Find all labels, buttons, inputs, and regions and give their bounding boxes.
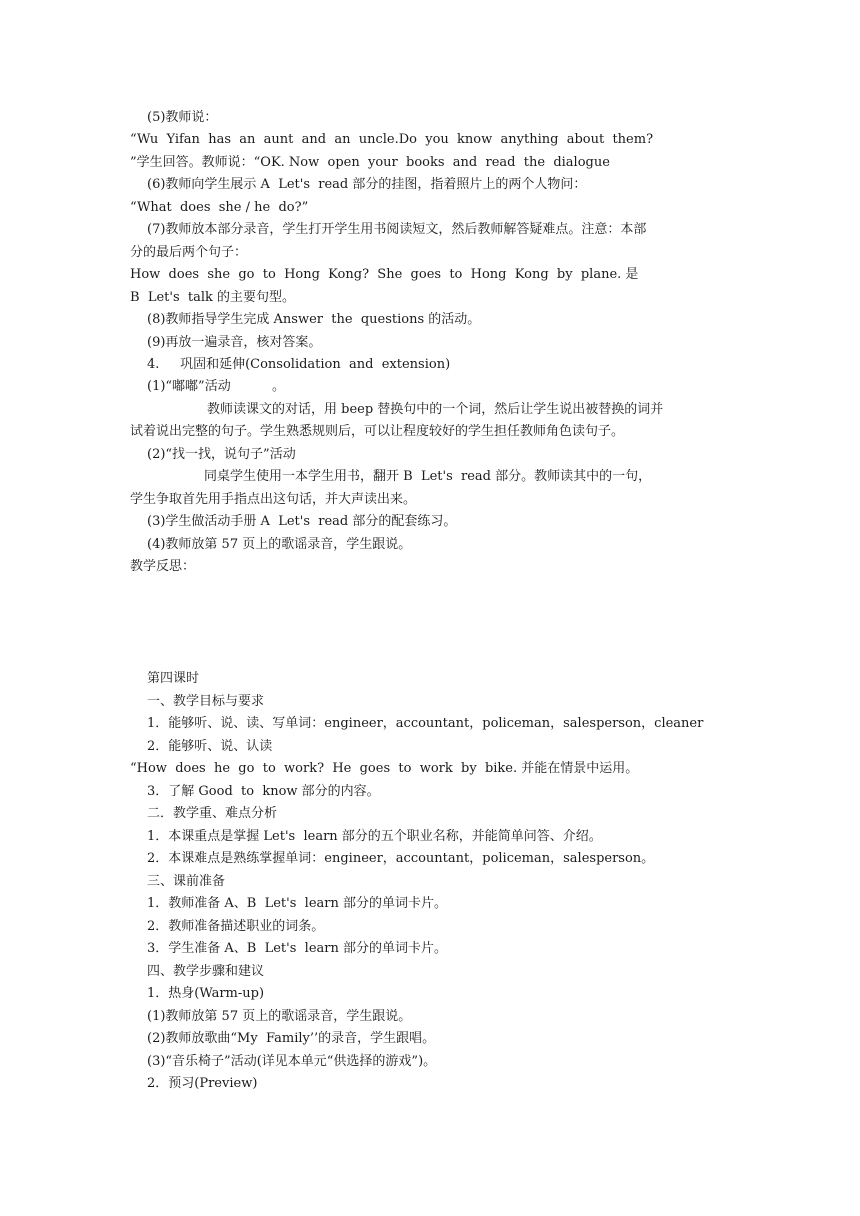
section-heading: 一、教学目标与要求: [147, 694, 265, 709]
text-line: (9)再放一遍录音，核对答案。: [147, 335, 322, 350]
text-line: (1)“嘟嘟”活动 。: [147, 379, 286, 394]
text-line: 2．能够听、说、认读: [147, 739, 273, 754]
text-line: 3．了解 Good to know 部分的内容。: [147, 784, 380, 799]
text-line: (6)教师向学生展示 A Let's read 部分的挂图，指着照片上的两个人物问：: [147, 177, 587, 192]
text-line: 分的最后两个句子：: [130, 245, 248, 260]
text-line: 同桌学生使用一本学生用书，翻开 B Let's read 部分。教师读其中的一句，: [204, 469, 652, 484]
text-line: (3)学生做活动手册 A Let's read 部分的配套练习。: [147, 514, 457, 529]
text-line: B Let's talk 的主要句型。: [130, 290, 296, 305]
text-line: 1．能够听、说、读、写单词：engineer，accountant，policeman，salesperson，cleaner: [147, 716, 704, 731]
text-line: (5)教师说：: [147, 110, 218, 125]
text-line: 1．热身(Warm-up): [147, 986, 265, 1001]
text-line: ”学生回答。教师说：“OK. Now open your books and read the dialogue: [130, 155, 610, 170]
section-heading: 4. 巩固和延伸(Consolidation and extension): [147, 357, 451, 372]
text-line: 3．学生准备 A、B Let's learn 部分的单词卡片。: [147, 941, 447, 956]
text-line: (7)教师放本部分录音，学生打开学生用书阅读短文，然后教师解答疑难点。注意：本部: [147, 222, 647, 237]
text-line: (8)教师指导学生完成 Answer the questions 的活动。: [147, 312, 481, 327]
text-line: (2)教师放歌曲“My Family’’的录音，学生跟唱。: [147, 1031, 436, 1046]
section-heading: 四、教学步骤和建议: [147, 964, 265, 979]
text-line: (1)教师放第 57 页上的歌谣录音，学生跟说。: [147, 1009, 412, 1024]
text-line: 1．本课重点是掌握 Let's learn 部分的五个职业名称，并能简单问答、介绍。: [147, 829, 602, 844]
text-line: How does she go to Hong Kong? She goes to Hong Kong by plane. 是: [130, 267, 639, 282]
text-line: (3)“音乐椅子”活动(详见本单元“供选择的游戏”)。: [147, 1054, 437, 1069]
text-line: 学生争取首先用手指点出这句话，并大声读出来。: [130, 492, 417, 507]
text-line: (2)“找一找，说句子”活动: [147, 447, 296, 462]
text-line: 试着说出完整的句子。学生熟悉规则后，可以让程度较好的学生担任教师角色读句子。: [130, 424, 625, 439]
lesson-title: 第四课时: [147, 671, 200, 686]
text-line: “What does she / he do?”: [130, 200, 309, 215]
text-line: 2．本课难点是熟练掌握单词：engineer，accountant，policeman，salesperson。: [147, 851, 655, 866]
text-line: “Wu Yifan has an aunt and an uncle.Do you know anything about them?: [130, 132, 654, 147]
teaching-reflection-label: 教学反思：: [130, 559, 196, 574]
text-line: 教师读课文的对话，用 beep 替换句中的一个词，然后让学生说出被替换的词并: [207, 402, 664, 417]
text-line: 2．教师准备描述职业的词条。: [147, 919, 325, 934]
text-line: “How does he go to work? He goes to work by bike. 并能在情景中运用。: [130, 761, 639, 776]
text-line: (4)教师放第 57 页上的歌谣录音，学生跟说。: [147, 537, 412, 552]
section-heading: 二．教学重、难点分析: [147, 806, 278, 821]
text-line: 2．预习(Preview): [147, 1076, 258, 1091]
text-line: 1．教师准备 A、B Let's learn 部分的单词卡片。: [147, 896, 447, 911]
section-heading: 三、课前准备: [147, 874, 226, 889]
